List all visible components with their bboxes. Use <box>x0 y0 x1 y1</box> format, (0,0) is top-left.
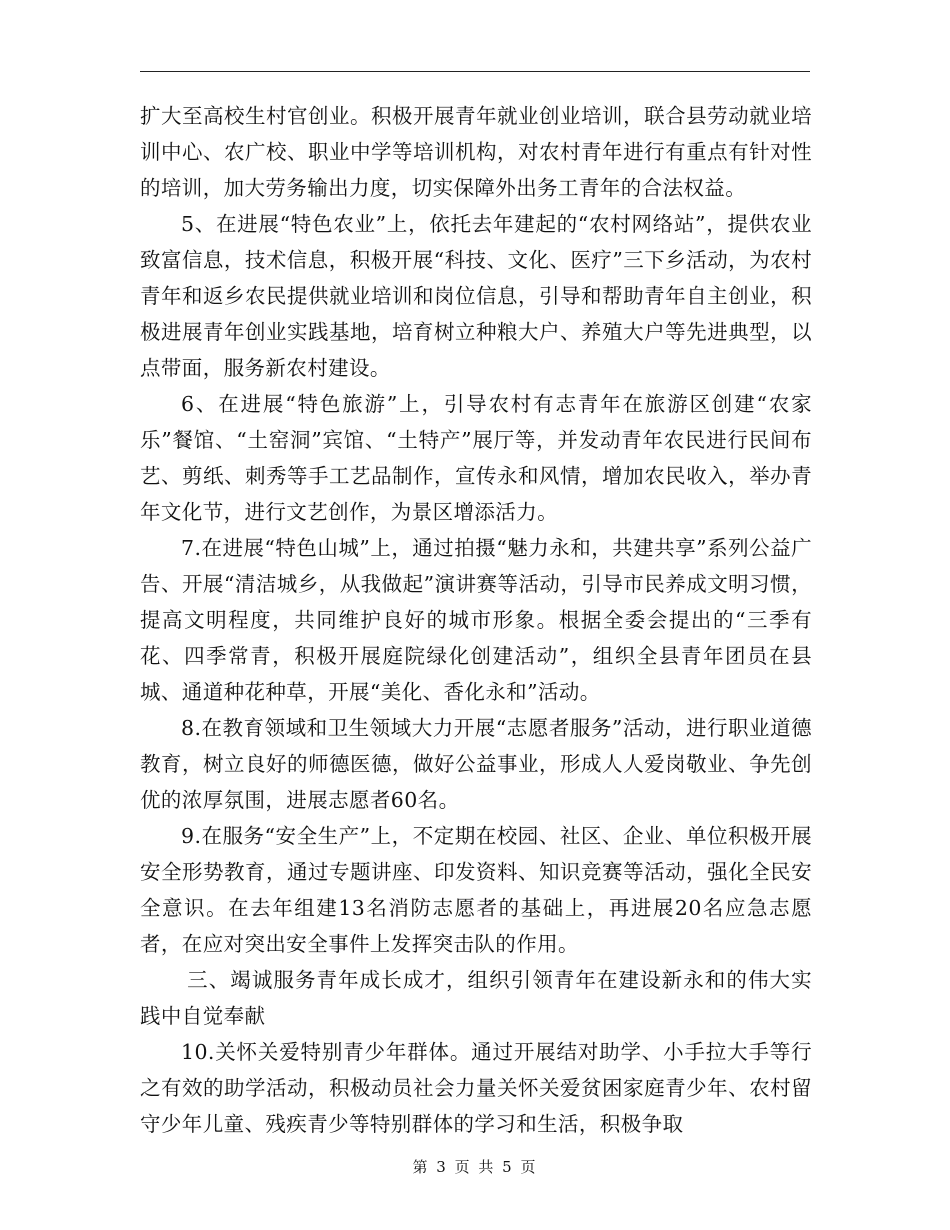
paragraph: 8.在教育领域和卫生领域大力开展“志愿者服务”活动，进行职业道德教育，树立良好的师德医德，做好公益事业，形成人人爱岗敬业、争先创优的浓厚氛围，进展志愿者60名。 <box>140 716 812 812</box>
paragraph: 5、在进展“特色农业”上，依托去年建起的“农村网络站”，提供农业致富信息，技术信息，积极开展“科技、文化、医疗”三下乡活动，为农村青年和返乡农民提供就业培训和岗位信息，引导和帮助青年自主创业，积极进展青年创业实践基地，培育树立种粮大户、养殖大户等先进典型，以点带面，服务新农村建设。 <box>140 212 812 380</box>
header-rule <box>140 71 810 72</box>
document-body <box>140 98 812 1142</box>
paragraph: 10.关怀关爱特别青少年群体。通过开展结对助学、小手拉大手等行之有效的助学活动，积极动员社会力量关怀关爱贫困家庭青少年、农村留守少年儿童、残疾青少等特别群体的学习和生活，积极争取 <box>140 1040 812 1136</box>
paragraph: 7.在进展“特色山城”上，通过拍摄“魅力永和，共建共享”系列公益广告、开展“清洁城乡，从我做起”演讲赛等活动，引导市民养成文明习惯，提高文明程度，共同维护良好的城市形象。根据全委会提出的“三季有花、四季常青，积极开展庭院绿化创建活动”，组织全县青年团员在县城、通道种花种草，开展“美化、香化永和”活动。 <box>140 536 812 704</box>
section-heading: 三、竭诚服务青年成长成才，组织引领青年在建设新永和的伟大实践中自觉奉献 <box>140 968 812 1028</box>
paragraph: 9.在服务“安全生产”上，不定期在校园、社区、企业、单位积极开展安全形势教育，通过专题讲座、印发资料、知识竞赛等活动，强化全民安全意识。在去年组建13名消防志愿者的基础上，再进展20名应急志愿者，在应对突出安全事件上发挥突击队的作用。 <box>140 824 812 956</box>
page-footer: 第 3 页 共 5 页 <box>412 1158 538 1176</box>
paragraph: 6、在进展“特色旅游”上，引导农村有志青年在旅游区创建“农家乐”餐馆、“土窑洞”宾馆、“土特产”展厅等，并发动青年农民进行民间布艺、剪纸、刺秀等手工艺品制作，宣传永和风情，增加农民收入，举办青年文化节，进行文艺创作，为景区增添活力。 <box>140 392 812 524</box>
paragraph: 扩大至高校生村官创业。积极开展青年就业创业培训，联合县劳动就业培训中心、农广校、职业中学等培训机构，对农村青年进行有重点有针对性的培训，加大劳务输出力度，切实保障外出务工青年的合法权益。 <box>140 104 812 200</box>
